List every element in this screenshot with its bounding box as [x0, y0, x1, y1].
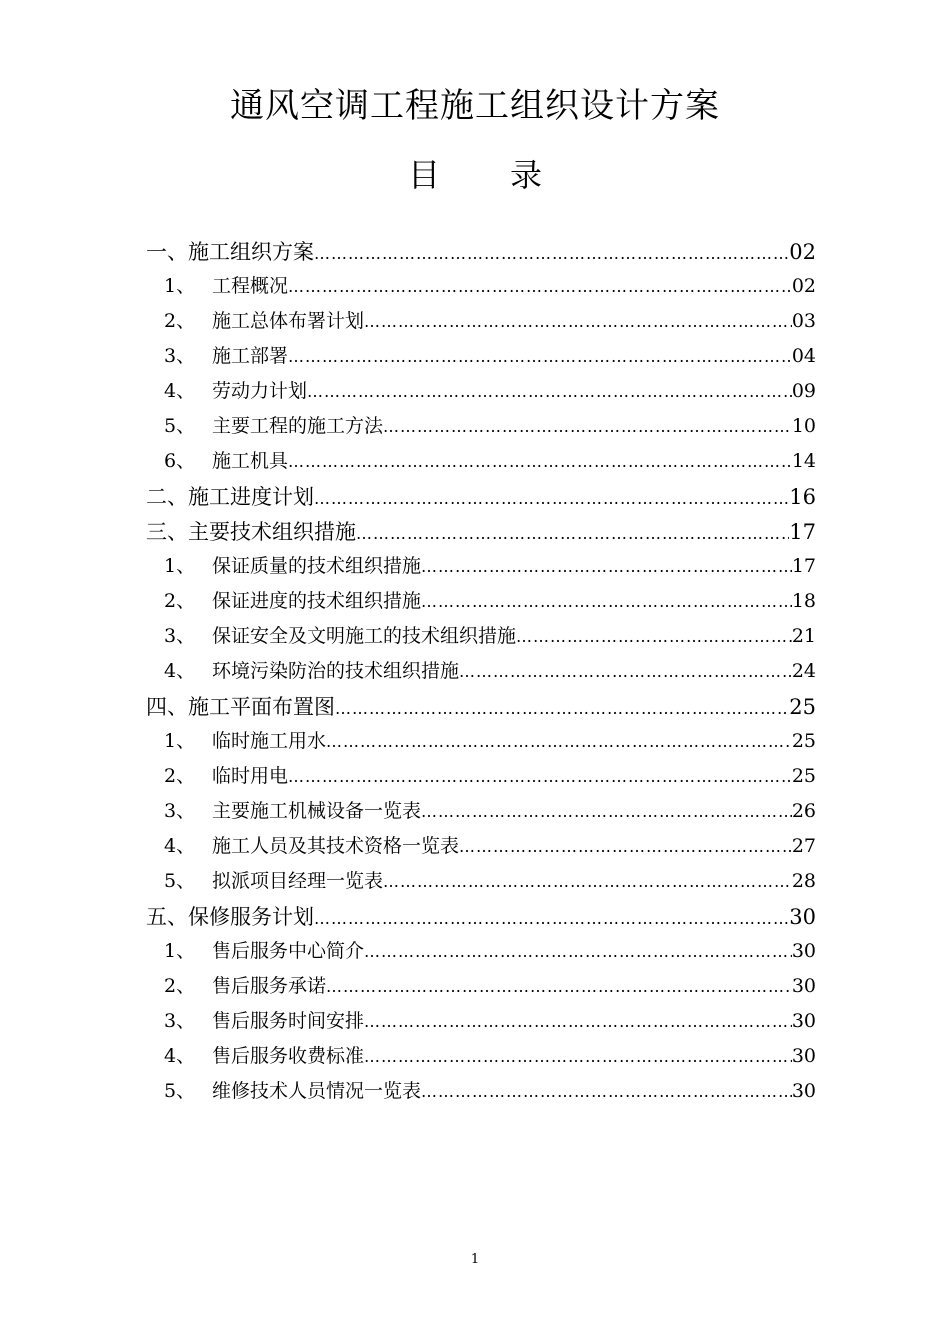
toc-subsection[interactable]	[146, 376, 816, 411]
toc-entry-page: 02	[791, 275, 816, 297]
toc-leader-dots	[421, 804, 792, 820]
toc-subsection[interactable]	[146, 796, 816, 831]
toc-leader-dots	[288, 279, 792, 295]
toc-entry-number: 3、	[164, 800, 196, 822]
toc-heading	[0, 150, 950, 196]
toc-entry-label: 施工部署	[212, 345, 289, 367]
toc-entry-label: 施工平面布置图	[188, 695, 335, 719]
toc-entry-label: 主要工程的施工方法	[212, 415, 384, 437]
toc-entry-page: 17	[791, 555, 816, 577]
toc-leader-dots	[364, 1049, 792, 1065]
toc-leader-dots	[421, 594, 792, 610]
toc-entry-number: 1、	[164, 940, 196, 962]
toc-leader-dots	[383, 874, 792, 890]
toc-entry-label: 工程概况	[212, 275, 289, 297]
toc-entry-label: 售后服务收费标准	[212, 1045, 365, 1067]
toc-leader-dots	[364, 1014, 792, 1030]
toc-subsection[interactable]	[146, 411, 816, 446]
toc-entry-number: 四、	[146, 695, 188, 719]
toc-entry-label: 施工进度计划	[188, 485, 314, 509]
toc-entry-number: 三、	[146, 520, 188, 544]
toc-leader-dots	[364, 314, 792, 330]
toc-entry-page: 30	[791, 1010, 816, 1032]
toc-entry-label: 主要技术组织措施	[188, 520, 356, 544]
toc-entry-number: 一、	[146, 240, 188, 264]
toc-entry-label: 维修技术人员情况一览表	[212, 1080, 422, 1102]
toc-leader-dots	[307, 384, 792, 400]
toc-subsection[interactable]	[146, 761, 816, 796]
toc-entry-number: 5、	[164, 415, 196, 437]
toc-entry-number: 五、	[146, 905, 188, 929]
toc-entry-number: 2、	[164, 590, 196, 612]
toc-leader-dots	[421, 1084, 792, 1100]
toc-entry-page: 25	[789, 695, 816, 719]
toc-entry-number: 3、	[164, 345, 196, 367]
toc-entry-page: 09	[791, 380, 816, 402]
toc-subsection[interactable]	[146, 306, 816, 341]
toc-leader-dots	[288, 769, 792, 785]
toc-entry-label: 主要施工机械设备一览表	[212, 800, 422, 822]
toc-entry-page: 18	[791, 590, 816, 612]
toc-subsection[interactable]	[146, 1076, 816, 1111]
toc-entry-number: 5、	[164, 1080, 196, 1102]
toc-subsection[interactable]	[146, 1006, 816, 1041]
toc-leader-dots	[459, 839, 792, 855]
toc-entry-page: 03	[791, 310, 816, 332]
toc-leader-dots	[459, 664, 792, 680]
toc-entry-number: 4、	[164, 380, 196, 402]
toc-entry-page: 30	[791, 1045, 816, 1067]
toc-subsection[interactable]	[146, 831, 816, 866]
toc-entry-label: 施工人员及其技术资格一览表	[212, 835, 460, 857]
toc-entry-label: 环境污染防治的技术组织措施	[212, 660, 460, 682]
toc-subsection[interactable]	[146, 551, 816, 586]
page-title: 通风空调工程施工组织设计方案	[230, 86, 720, 126]
toc-entry-label: 售后服务承诺	[212, 975, 327, 997]
toc-entry-page: 27	[791, 835, 816, 857]
toc-section[interactable]	[146, 516, 816, 551]
toc-entry-label: 施工组织方案	[188, 240, 314, 264]
toc-leader-dots	[288, 454, 792, 470]
toc-entry-number: 5、	[164, 870, 196, 892]
toc-leader-dots	[335, 701, 789, 717]
toc-entry-page: 30	[791, 1080, 816, 1102]
toc-entry-page: 21	[791, 625, 816, 647]
toc-entry-number: 二、	[146, 485, 188, 509]
toc-entry-page: 30	[791, 975, 816, 997]
toc-entry-page: 26	[791, 800, 816, 822]
toc-entry-page: 04	[791, 345, 816, 367]
toc-entry-label: 保证安全及文明施工的技术组织措施	[212, 625, 517, 647]
toc-entry-number: 4、	[164, 1045, 196, 1067]
toc-subsection[interactable]	[146, 726, 816, 761]
toc-section[interactable]	[146, 691, 816, 726]
toc-entry-page: 17	[789, 520, 816, 544]
toc-leader-dots	[314, 491, 789, 507]
toc-entry-number: 1、	[164, 555, 196, 577]
toc-leader-dots	[383, 419, 792, 435]
toc-heading-right: 录	[510, 156, 543, 194]
toc-entry-page: 16	[789, 485, 816, 509]
toc-section[interactable]	[146, 481, 816, 516]
toc-entry-number: 2、	[164, 765, 196, 787]
toc-leader-dots	[326, 734, 792, 750]
toc-leader-dots	[326, 979, 792, 995]
toc-entry-label: 施工机具	[212, 450, 289, 472]
toc-entry-label: 保证质量的技术组织措施	[212, 555, 422, 577]
toc-heading-left: 目	[407, 156, 440, 194]
toc-leader-dots	[421, 559, 792, 575]
toc-entry-label: 劳动力计划	[212, 380, 308, 402]
toc-entry-label: 拟派项目经理一览表	[212, 870, 384, 892]
toc-subsection[interactable]	[146, 1041, 816, 1076]
toc-subsection[interactable]	[146, 271, 816, 306]
toc-entry-label: 临时用电	[212, 765, 289, 787]
toc-entry-number: 6、	[164, 450, 196, 472]
toc-entry-page: 25	[791, 730, 816, 752]
toc-entry-number: 3、	[164, 625, 196, 647]
toc-entry-number: 2、	[164, 975, 196, 997]
toc-leader-dots	[314, 911, 789, 927]
page-number: 1	[470, 1252, 480, 1267]
toc-entry-number: 3、	[164, 1010, 196, 1032]
toc-subsection[interactable]	[146, 971, 816, 1006]
toc-subsection[interactable]	[146, 656, 816, 691]
toc-entry-page: 10	[791, 415, 816, 437]
toc-leader-dots	[314, 246, 789, 262]
toc-entry-label: 保修服务计划	[188, 905, 314, 929]
table-of-contents	[146, 236, 816, 1111]
toc-entry-page: 30	[789, 905, 816, 929]
toc-entry-label: 施工总体布署计划	[212, 310, 365, 332]
toc-entry-number: 4、	[164, 835, 196, 857]
toc-entry-page: 25	[791, 765, 816, 787]
toc-entry-label: 售后服务时间安排	[212, 1010, 365, 1032]
toc-entry-page: 24	[791, 660, 816, 682]
toc-entry-number: 1、	[164, 275, 196, 297]
toc-entry-label: 保证进度的技术组织措施	[212, 590, 422, 612]
toc-subsection[interactable]	[146, 936, 816, 971]
toc-leader-dots	[516, 629, 792, 645]
toc-section[interactable]	[146, 236, 816, 271]
toc-section[interactable]	[146, 901, 816, 936]
toc-entry-number: 1、	[164, 730, 196, 752]
toc-entry-label: 临时施工用水	[212, 730, 327, 752]
toc-entry-page: 30	[791, 940, 816, 962]
toc-subsection[interactable]	[146, 341, 816, 376]
toc-entry-page: 28	[791, 870, 816, 892]
toc-subsection[interactable]	[146, 866, 816, 901]
toc-leader-dots	[364, 944, 792, 960]
toc-subsection[interactable]	[146, 586, 816, 621]
toc-entry-number: 4、	[164, 660, 196, 682]
toc-leader-dots	[356, 526, 789, 542]
toc-entry-label: 售后服务中心简介	[212, 940, 365, 962]
toc-entry-page: 02	[789, 240, 816, 264]
toc-subsection[interactable]	[146, 446, 816, 481]
toc-entry-number: 2、	[164, 310, 196, 332]
toc-subsection[interactable]	[146, 621, 816, 656]
toc-leader-dots	[288, 349, 792, 365]
toc-entry-page: 14	[791, 450, 816, 472]
